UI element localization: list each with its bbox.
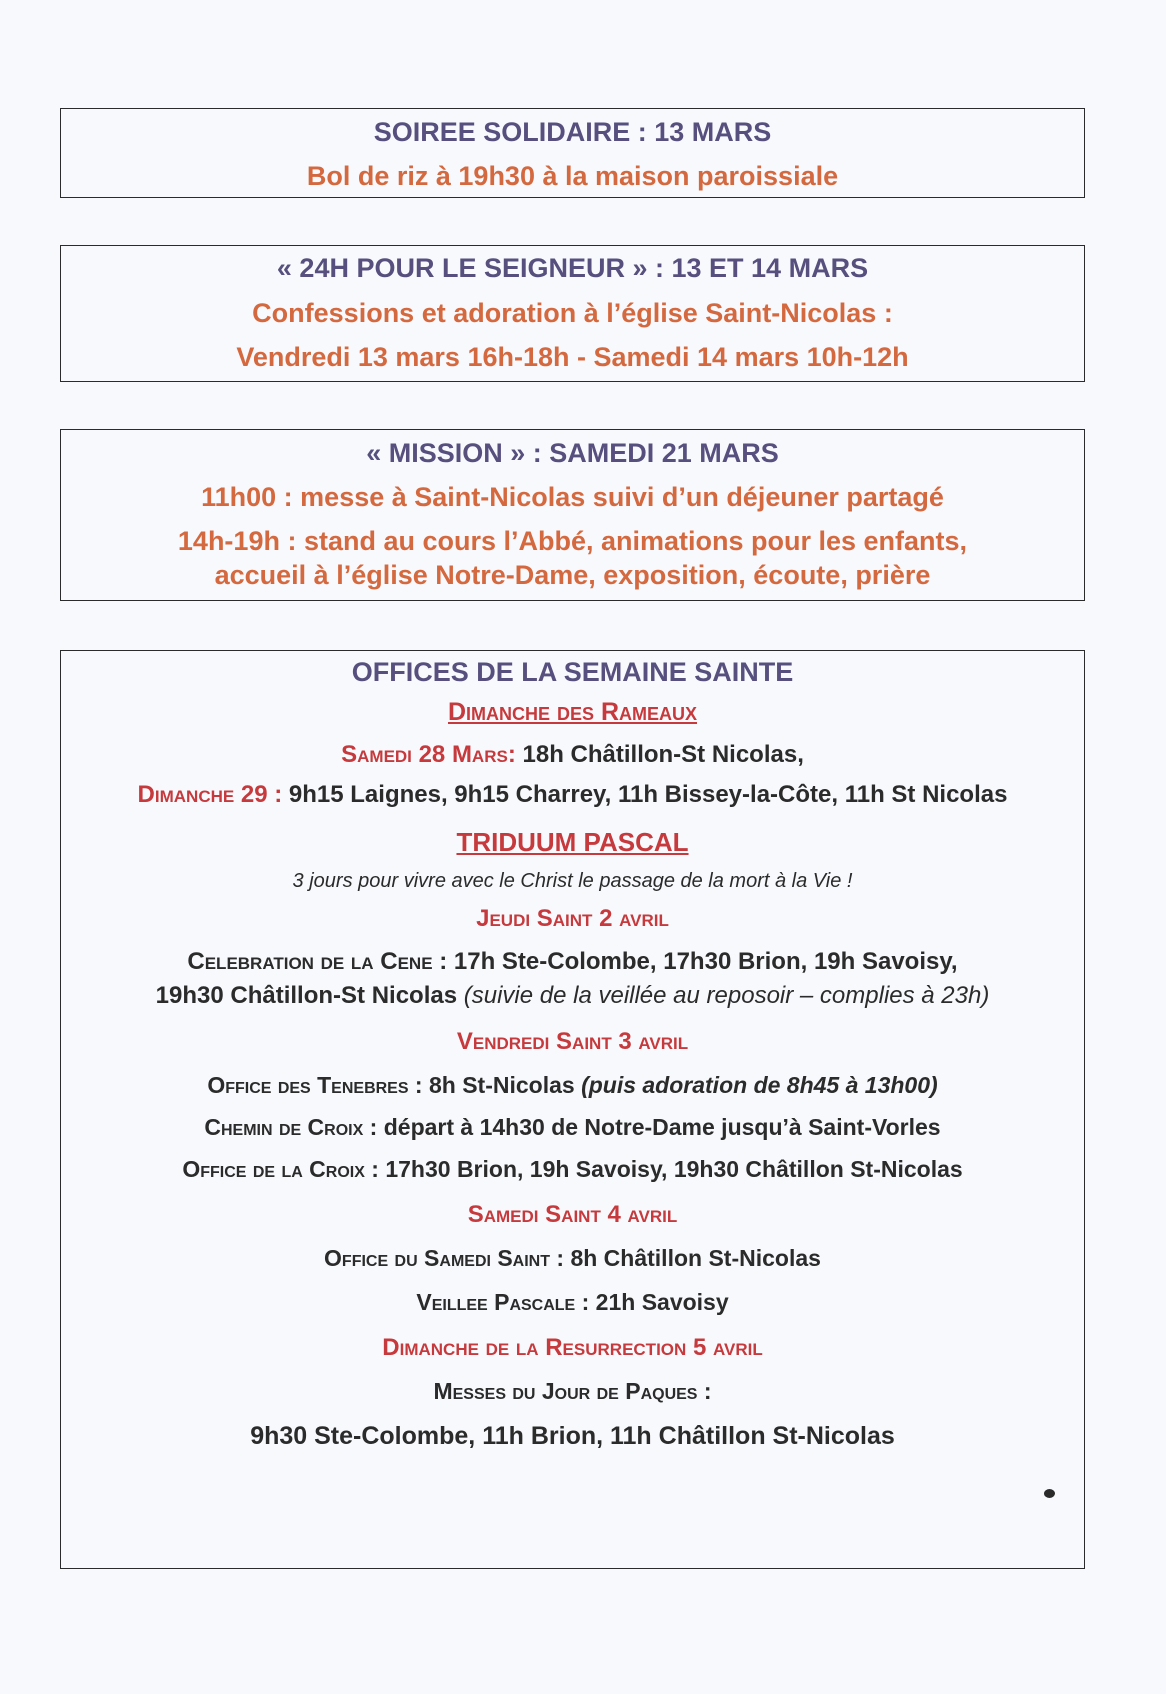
vingt-quatre-title: « 24H POUR LE SEIGNEUR » : 13 ET 14 MARS (276, 253, 869, 283)
jeudi-cene-text: 17h Ste-Colombe, 17h30 Brion, 19h Savoisy, (447, 948, 958, 975)
vendredi-croix-line (61, 1152, 1084, 1186)
samedi-office-line (61, 1241, 1084, 1275)
vendredi-croix-text: 17h30 Brion, 19h Savoisy, 19h30 Châtillon St-Nicolas (378, 1156, 963, 1182)
jeudi-line2-text: 19h30 Châtillon-St Nicolas (155, 982, 464, 1009)
samedi-heading: Samedi Saint 4 avril (467, 1201, 678, 1228)
vendredi-tenebres-line (61, 1068, 1084, 1102)
mission-line3: accueil à l’église Notre-Dame, exposition, écoute, prière (214, 560, 931, 590)
dimanche-messes-text: 9h30 Ste-Colombe, 11h Brion, 11h Châtillon St-Nicolas (250, 1422, 895, 1450)
samedi-veillee-label: Veillee Pascale : (416, 1289, 590, 1315)
vendredi-chemin-label: Chemin de Croix : (204, 1114, 378, 1140)
rameaux-samedi-label: Samedi 28 Mars: (341, 741, 516, 768)
soiree-line: Bol de riz à 19h30 à la maison paroissiale (306, 161, 839, 191)
rameaux-samedi-line (61, 738, 1084, 772)
rameaux-dimanche-line (61, 778, 1084, 812)
mission-box (60, 429, 1085, 601)
rameaux-dimanche-label: Dimanche 29 : (137, 781, 283, 808)
rameaux-heading: Dimanche des Rameaux (447, 698, 697, 726)
soiree-solidaire-box (60, 108, 1085, 198)
vingt-quatre-line1: Confessions et adoration à l’église Saint-Nicolas : (252, 298, 893, 328)
vendredi-tenebres-text: 8h St-Nicolas (422, 1072, 582, 1098)
rameaux-samedi-text: 18h Châtillon-St Nicolas, (515, 741, 804, 768)
offices-semaine-sainte-box (60, 650, 1085, 1569)
vendredi-chemin-line (61, 1110, 1084, 1144)
vendredi-heading: Vendredi Saint 3 avril (456, 1028, 689, 1055)
jeudi-line2-italic: (suivie de la veillée au reposoir – complies à 23h) (463, 982, 990, 1009)
samedi-office-text: 8h Châtillon St-Nicolas (564, 1245, 821, 1271)
triduum-heading: TRIDUUM PASCAL (456, 827, 689, 857)
jeudi-cene-line (61, 945, 1084, 979)
dimanche-messes-label: Messes du Jour de Paques : (433, 1378, 712, 1404)
vingt-quatre-line2: Vendredi 13 mars 16h-18h - Samedi 14 mars 10h-12h (236, 342, 909, 372)
mission-line1: 11h00 : messe à Saint-Nicolas suivi d’un déjeuner partagé (201, 482, 944, 512)
vendredi-tenebres-italic: (puis adoration de 8h45 à 13h00) (581, 1072, 938, 1098)
soiree-title: SOIREE SOLIDAIRE : 13 MARS (373, 117, 772, 147)
mission-title: « MISSION » : SAMEDI 21 MARS (366, 438, 779, 468)
vendredi-croix-label: Office de la Croix : (182, 1156, 379, 1182)
vingt-quatre-heures-box (60, 245, 1085, 382)
jeudi-cene-label: Celebration de la Cene : (187, 948, 448, 975)
samedi-veillee-text: 21h Savoisy (589, 1289, 729, 1315)
samedi-office-label: Office du Samedi Saint : (324, 1245, 565, 1271)
triduum-subtitle: 3 jours pour vivre avec le Christ le passage de la mort à la Vie ! (292, 870, 853, 892)
jeudi-line2 (61, 979, 1084, 1013)
mission-line2: 14h-19h : stand au cours l’Abbé, animations pour les enfants, (177, 526, 968, 556)
rameaux-dimanche-text: 9h15 Laignes, 9h15 Charrey, 11h Bissey-la-Côte, 11h St Nicolas (282, 781, 1008, 808)
vendredi-chemin-text: départ à 14h30 de Notre-Dame jusqu’à Saint-Vorles (377, 1114, 941, 1140)
dimanche-heading: Dimanche de la Resurrection 5 avril (382, 1334, 763, 1361)
samedi-veillee-line (61, 1285, 1084, 1319)
vendredi-tenebres-label: Office des Tenebres : (207, 1072, 423, 1098)
ink-spot (1044, 1489, 1055, 1498)
jeudi-heading: Jeudi Saint 2 avril (476, 905, 669, 932)
offices-title: OFFICES DE LA SEMAINE SAINTE (351, 657, 794, 687)
